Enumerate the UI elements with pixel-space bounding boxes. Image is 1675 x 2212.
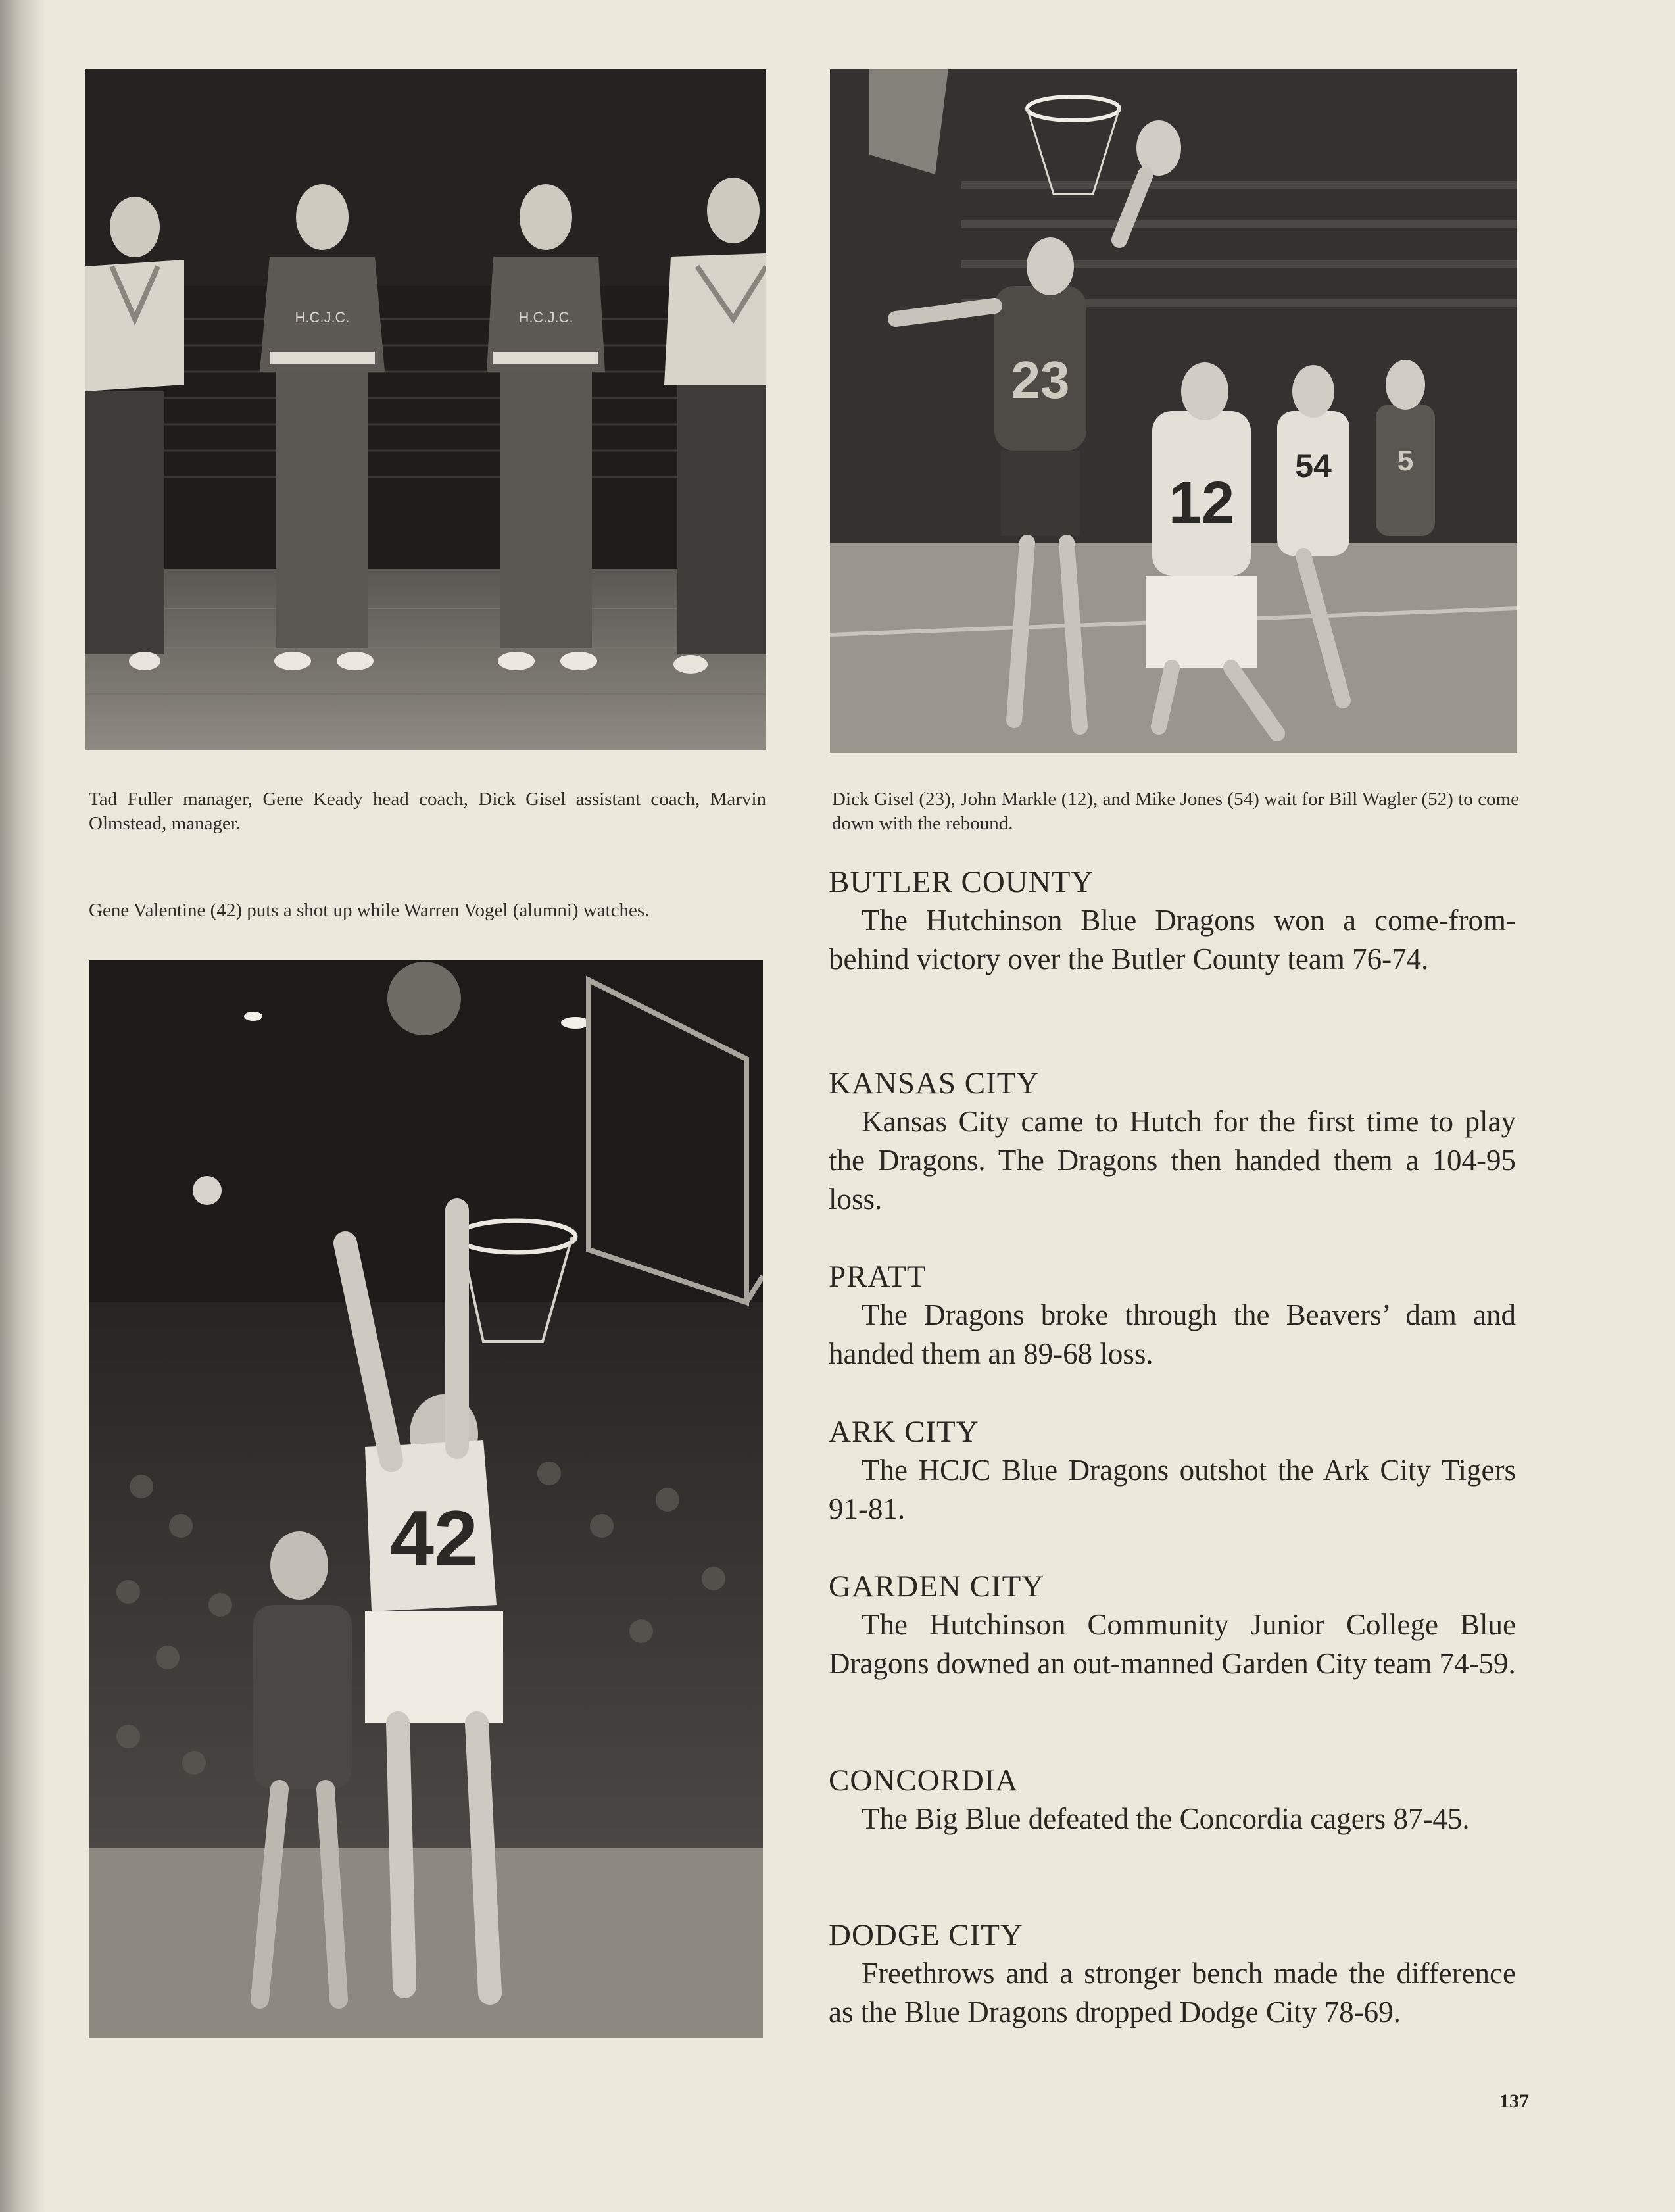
shot-caption	[89, 898, 766, 923]
game-summary-dodge-city	[829, 1916, 1516, 2032]
page-number: 137	[1499, 2090, 1529, 2112]
game-text: The Hutchinson Community Junior College Blue Dragons downed an out-manned Garden City team 74-59.	[829, 1608, 1516, 1680]
game-text: The HCJC Blue Dragons outshot the Ark City Tigers 91-81.	[829, 1454, 1516, 1525]
shot-caption-text: Gene Valentine (42) puts a shot up while Warren Vogel (alumni) watches.	[89, 900, 650, 921]
game-heading: GARDEN CITY	[829, 1569, 1045, 1604]
game-summary-kansas-city	[829, 1064, 1516, 1219]
jacket-lettering: H.C.J.C.	[295, 309, 350, 326]
jersey-number: 54	[1295, 447, 1332, 484]
staff-photo	[85, 69, 766, 750]
game-text: The Dragons broke through the Beavers’ dam and handed them an 89-68 loss.	[829, 1298, 1516, 1370]
game-text: The Hutchinson Blue Dragons won a come-from-behind victory over the Butler County team 76-74.	[829, 904, 1516, 975]
game-heading: KANSAS CITY	[829, 1066, 1040, 1100]
jersey-number: 23	[1011, 351, 1070, 409]
rebound-caption	[832, 787, 1519, 836]
game-heading: ARK CITY	[829, 1415, 979, 1449]
game-heading: CONCORDIA	[829, 1763, 1019, 1798]
game-heading: DODGE CITY	[829, 1918, 1023, 1952]
game-summary-concordia	[829, 1761, 1516, 1838]
jersey-number: 42	[390, 1494, 478, 1583]
game-text: Freethrows and a stronger bench made the difference as the Blue Dragons dropped Dodge City 78-69.	[829, 1957, 1516, 2028]
jacket-lettering: H.C.J.C.	[518, 309, 573, 326]
game-summary-garden-city	[829, 1567, 1516, 1683]
shot-photo	[89, 960, 763, 2038]
rebound-photo	[830, 69, 1517, 753]
game-summary-butler-county	[829, 863, 1516, 979]
binding-shadow	[0, 0, 46, 2212]
game-heading: PRATT	[829, 1260, 927, 1294]
rebound-caption-text: Dick Gisel (23), John Markle (12), and Mike Jones (54) wait for Bill Wagler (52) to come down with the rebound.	[832, 789, 1519, 834]
game-text: Kansas City came to Hutch for the first time to play the Dragons. The Dragons then handed them a 104-95 loss.	[829, 1105, 1516, 1216]
staff-caption	[89, 787, 766, 836]
staff-caption-text: Tad Fuller manager, Gene Keady head coach, Dick Gisel assistant coach, Marvin Olmstead, manager.	[89, 789, 766, 834]
game-summary-pratt	[829, 1258, 1516, 1373]
jersey-number: 5	[1397, 445, 1414, 477]
game-heading: BUTLER COUNTY	[829, 865, 1094, 899]
jersey-number: 12	[1168, 470, 1235, 536]
game-summary-ark-city	[829, 1413, 1516, 1529]
game-text: The Big Blue defeated the Concordia cagers 87-45.	[862, 1802, 1470, 1835]
